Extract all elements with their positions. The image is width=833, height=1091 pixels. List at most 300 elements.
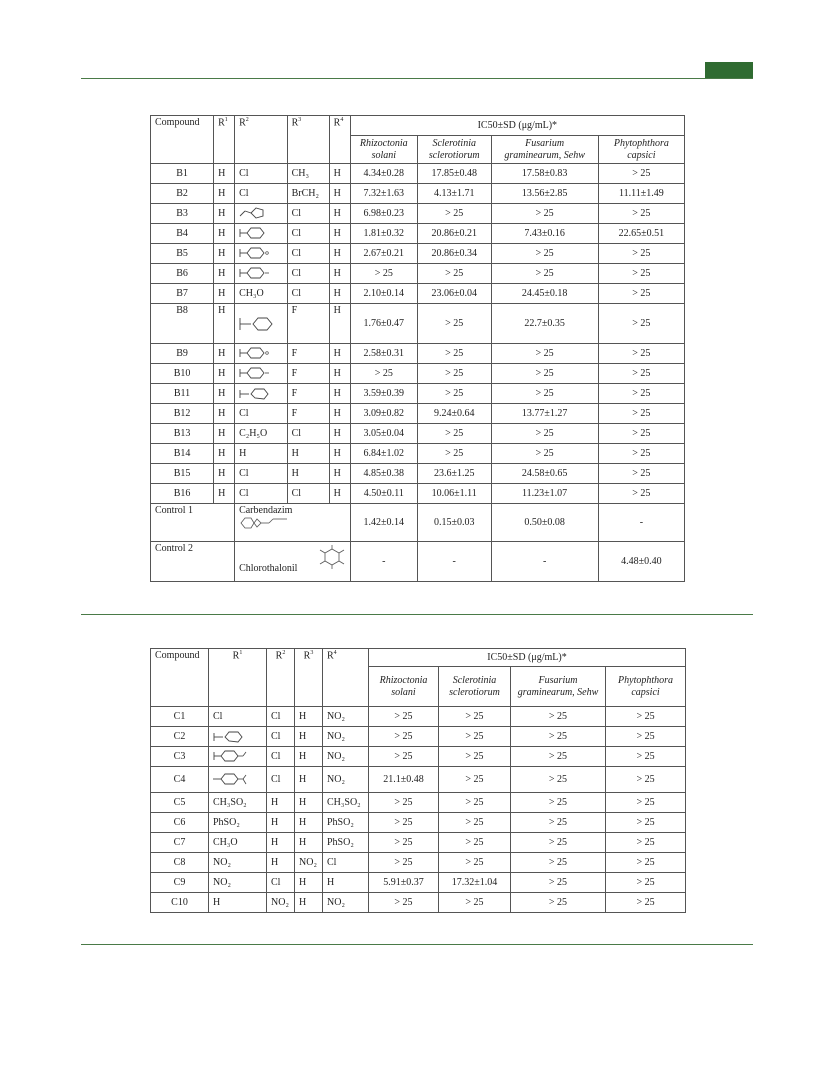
- compound-id: B9: [151, 344, 214, 364]
- cell-r2: [235, 244, 288, 264]
- cell-value: 1.76±0.47: [350, 304, 417, 344]
- cell-value: > 25: [598, 264, 684, 284]
- cell-value: > 25: [439, 707, 511, 727]
- cell-r2: H: [267, 813, 295, 833]
- cell-r3: H: [287, 444, 329, 464]
- cell-r1: CH₃SO₂: [209, 793, 267, 813]
- cell-r3: Cl: [287, 484, 329, 504]
- substituent-structure-icon: [239, 367, 279, 381]
- cell-value: > 25: [417, 424, 491, 444]
- compound-id: B16: [151, 484, 214, 504]
- compound-id: B14: [151, 444, 214, 464]
- cell-r2: [235, 264, 288, 284]
- cell-r1: H: [214, 384, 235, 404]
- compound-id: B1: [151, 164, 214, 184]
- compound-id: C2: [151, 727, 209, 747]
- header-r2: $R^2$: [267, 649, 295, 707]
- control-label: Control 2: [151, 542, 235, 582]
- cell-value: 1.81±0.32: [350, 224, 417, 244]
- compound-id: B11: [151, 384, 214, 404]
- cell-r1: Cl: [209, 707, 267, 727]
- control-label: Control 1: [151, 504, 235, 542]
- cell-r1: H: [214, 164, 235, 184]
- cell-value: > 25: [598, 424, 684, 444]
- header-r3: $R^3$: [287, 116, 329, 164]
- cell-value: > 25: [369, 833, 439, 853]
- cell-value: > 25: [439, 833, 511, 853]
- cell-r1: H: [214, 244, 235, 264]
- cell-value: > 25: [606, 873, 686, 893]
- cell-r3: Cl: [287, 224, 329, 244]
- table-row: [151, 384, 685, 404]
- cell-r1: CH₃O: [209, 833, 267, 853]
- cell-r2: Cl: [235, 464, 288, 484]
- header-ic50: IC50±SD (μg/mL)*: [369, 649, 686, 667]
- cell-value: 0.15±0.03: [417, 504, 491, 542]
- compound-id: B13: [151, 424, 214, 444]
- table-row: [151, 284, 685, 304]
- cell-r3: Cl: [287, 244, 329, 264]
- cell-value: > 25: [511, 853, 606, 873]
- cell-value: 0.50±0.08: [491, 504, 598, 542]
- cell-value: > 25: [606, 747, 686, 767]
- cell-r4: PhSO₂: [323, 833, 369, 853]
- cell-r4: PhSO₂: [323, 813, 369, 833]
- cell-value: 1.42±0.14: [350, 504, 417, 542]
- cell-value: 20.86±0.21: [417, 224, 491, 244]
- cell-value: > 25: [606, 833, 686, 853]
- cell-value: > 25: [417, 204, 491, 224]
- cell-r2: [235, 344, 288, 364]
- cell-value: > 25: [491, 344, 598, 364]
- cell-r3: H: [295, 727, 323, 747]
- cell-r4: H: [329, 284, 350, 304]
- cell-r2: Cl: [267, 747, 295, 767]
- cell-r3: Cl: [287, 204, 329, 224]
- footer-rule: [81, 944, 753, 945]
- cell-r1: [209, 727, 267, 747]
- cell-value: 6.98±0.23: [350, 204, 417, 224]
- substituent-structure-icon: [213, 773, 253, 787]
- cell-value: 10.06±1.11: [417, 484, 491, 504]
- cell-r4: H: [329, 204, 350, 224]
- cell-value: > 25: [511, 833, 606, 853]
- table-row: [151, 813, 686, 833]
- cell-value: > 25: [606, 727, 686, 747]
- cell-r3: H: [287, 464, 329, 484]
- cell-r1: H: [214, 224, 235, 244]
- cell-value: > 25: [598, 344, 684, 364]
- cell-r1: H: [214, 344, 235, 364]
- cell-value: > 25: [491, 384, 598, 404]
- cell-value: 2.58±0.31: [350, 344, 417, 364]
- table-row: [151, 444, 685, 464]
- cell-r4: H: [329, 384, 350, 404]
- table-row: [151, 344, 685, 364]
- compound-id: B2: [151, 184, 214, 204]
- cell-value: 2.67±0.21: [350, 244, 417, 264]
- cell-r3: H: [295, 793, 323, 813]
- table-row: [151, 464, 685, 484]
- table-row: [151, 484, 685, 504]
- cell-r2: Cl: [267, 767, 295, 793]
- cell-value: > 25: [369, 727, 439, 747]
- cell-value: > 25: [606, 893, 686, 913]
- cell-value: > 25: [598, 384, 684, 404]
- compound-id: B7: [151, 284, 214, 304]
- cell-r1: H: [214, 444, 235, 464]
- table-row-control1: [151, 504, 685, 542]
- cell-r4: CH₃SO₂: [323, 793, 369, 813]
- cell-value: > 25: [491, 264, 598, 284]
- cell-value: 23.6±1.25: [417, 464, 491, 484]
- cell-value: > 25: [511, 873, 606, 893]
- cell-r4: H: [329, 464, 350, 484]
- cell-value: > 25: [369, 793, 439, 813]
- cell-value: 4.34±0.28: [350, 164, 417, 184]
- header-r1: $R^1$: [214, 116, 235, 164]
- cell-r2: [235, 364, 288, 384]
- cell-value: 7.43±0.16: [491, 224, 598, 244]
- header-r4: $R^4$: [329, 116, 350, 164]
- cell-r4: NO₂: [323, 767, 369, 793]
- cell-value: 7.32±1.63: [350, 184, 417, 204]
- cell-value: > 25: [439, 727, 511, 747]
- table-row: [151, 224, 685, 244]
- cell-r1: [209, 747, 267, 767]
- cell-value: 22.65±0.51: [598, 224, 684, 244]
- cell-r1: H: [214, 204, 235, 224]
- header-rule: [81, 78, 753, 79]
- cell-r2: Cl: [267, 873, 295, 893]
- header-rhizoctonia: Rhizoctonia solani: [350, 136, 417, 164]
- cell-value: > 25: [491, 244, 598, 264]
- cell-r3: NO₂: [295, 853, 323, 873]
- cell-r2: [235, 384, 288, 404]
- cell-value: 3.05±0.04: [350, 424, 417, 444]
- table-row: [151, 727, 686, 747]
- cell-r3: H: [295, 873, 323, 893]
- table-row: [151, 893, 686, 913]
- cell-r4: NO₂: [323, 747, 369, 767]
- header-ic50: IC50±SD (μg/mL)*: [350, 116, 684, 136]
- cell-r4: H: [329, 444, 350, 464]
- compound-id: C8: [151, 853, 209, 873]
- cell-value: > 25: [491, 364, 598, 384]
- cell-value: > 25: [511, 747, 606, 767]
- header-fusarium: Fusarium graminearum, Sehw: [491, 136, 598, 164]
- cell-r4: Cl: [323, 853, 369, 873]
- cell-value: > 25: [598, 204, 684, 224]
- cell-value: 21.1±0.48: [369, 767, 439, 793]
- header-r3: $R^3$: [295, 649, 323, 707]
- cell-value: 11.23±1.07: [491, 484, 598, 504]
- cell-r3: H: [295, 813, 323, 833]
- compound-id: B12: [151, 404, 214, 424]
- table-row: [151, 184, 685, 204]
- cell-value: > 25: [369, 707, 439, 727]
- cell-value: 24.58±0.65: [491, 464, 598, 484]
- cell-value: 24.45±0.18: [491, 284, 598, 304]
- substituent-structure-icon: [239, 347, 279, 361]
- header-r4: $R^4$: [323, 649, 369, 707]
- cell-value: > 25: [598, 164, 684, 184]
- compound-id: B3: [151, 204, 214, 224]
- cell-r3: H: [295, 767, 323, 793]
- cell-value: > 25: [417, 364, 491, 384]
- table-row: [151, 767, 686, 793]
- section-rule: [81, 614, 753, 615]
- cell-value: > 25: [417, 444, 491, 464]
- carbendazim-structure: [239, 516, 289, 530]
- header-phytophthora: Phytophthora capsici: [606, 667, 686, 707]
- compound-id: B5: [151, 244, 214, 264]
- cell-r4: H: [329, 484, 350, 504]
- cell-r2: Cl: [235, 404, 288, 424]
- cell-r3: F: [287, 344, 329, 364]
- substituent-structure-icon: [213, 750, 253, 764]
- header-tab: [705, 62, 753, 78]
- table-row: [151, 833, 686, 853]
- cell-value: 9.24±0.64: [417, 404, 491, 424]
- cell-value: > 25: [369, 747, 439, 767]
- cell-value: > 25: [598, 284, 684, 304]
- cell-value: 6.84±1.02: [350, 444, 417, 464]
- cell-r4: H: [329, 364, 350, 384]
- cell-value: > 25: [350, 364, 417, 384]
- cell-value: 4.85±0.38: [350, 464, 417, 484]
- cell-r3: Cl: [287, 284, 329, 304]
- cell-value: > 25: [417, 344, 491, 364]
- cell-value: > 25: [511, 793, 606, 813]
- cell-r1: [209, 767, 267, 793]
- table-row: [151, 793, 686, 813]
- cell-r2: H: [235, 444, 288, 464]
- header-compound: Compound: [151, 649, 209, 707]
- cell-r2: Cl: [235, 484, 288, 504]
- header-sclerotinia: Sclerotinia sclerotiorum: [417, 136, 491, 164]
- cell-r4: H: [329, 184, 350, 204]
- table-row: [151, 244, 685, 264]
- cell-r1: H: [214, 264, 235, 284]
- cell-r4: NO₂: [323, 707, 369, 727]
- compound-id: B10: [151, 364, 214, 384]
- cell-value: > 25: [439, 893, 511, 913]
- cell-value: > 25: [439, 853, 511, 873]
- cell-value: 11.11±1.49: [598, 184, 684, 204]
- cell-r2: CH₃O: [235, 284, 288, 304]
- cell-value: > 25: [369, 893, 439, 913]
- cell-r4: H: [329, 424, 350, 444]
- cell-r3: H: [295, 893, 323, 913]
- cell-value: 4.48±0.40: [598, 542, 684, 582]
- cell-value: 3.59±0.39: [350, 384, 417, 404]
- control-compound: Carbendazim: [235, 504, 351, 542]
- cell-value: > 25: [491, 444, 598, 464]
- substituent-structure-icon: [239, 267, 279, 281]
- substituent-structure-icon: [239, 207, 279, 221]
- control-compound: Chlorothalonil: [235, 542, 351, 582]
- cell-r2: NO₂: [267, 893, 295, 913]
- compound-id: B15: [151, 464, 214, 484]
- cell-r4: H: [329, 404, 350, 424]
- cell-r4: H: [323, 873, 369, 893]
- cell-value: 3.09±0.82: [350, 404, 417, 424]
- cell-r3: F: [287, 364, 329, 384]
- cell-value: > 25: [606, 853, 686, 873]
- cell-value: 17.32±1.04: [439, 873, 511, 893]
- cell-value: > 25: [439, 767, 511, 793]
- cell-value: 17.85±0.48: [417, 164, 491, 184]
- cell-r4: H: [329, 164, 350, 184]
- cell-r4: H: [329, 244, 350, 264]
- compound-id: C7: [151, 833, 209, 853]
- cell-r4: H: [329, 344, 350, 364]
- cell-value: > 25: [350, 264, 417, 284]
- cell-r3: Cl: [287, 264, 329, 284]
- cell-r4: H: [329, 264, 350, 284]
- substituent-structure-icon: [239, 247, 279, 261]
- header-fusarium: Fusarium graminearum, Sehw: [511, 667, 606, 707]
- cell-value: > 25: [511, 893, 606, 913]
- cell-r2: [235, 224, 288, 244]
- cell-value: -: [491, 542, 598, 582]
- cell-r1: NO₂: [209, 853, 267, 873]
- cell-r3: BrCH₂: [287, 184, 329, 204]
- cell-r3: F: [287, 384, 329, 404]
- cell-r2: [235, 304, 288, 344]
- cell-value: > 25: [598, 464, 684, 484]
- cell-r3: H: [295, 747, 323, 767]
- cell-r2: Cl: [235, 164, 288, 184]
- cell-value: > 25: [606, 793, 686, 813]
- substituent-structure-icon: [239, 316, 279, 332]
- table-row: [151, 707, 686, 727]
- compound-id: C10: [151, 893, 209, 913]
- compound-id: B8: [151, 304, 214, 344]
- header-r2: $R^2$: [235, 116, 288, 164]
- cell-r4: NO₂: [323, 893, 369, 913]
- cell-r3: H: [295, 707, 323, 727]
- table-row: [151, 424, 685, 444]
- cell-value: > 25: [606, 767, 686, 793]
- table-row: [151, 404, 685, 424]
- cell-value: > 25: [598, 304, 684, 344]
- compound-id: C6: [151, 813, 209, 833]
- cell-value: > 25: [598, 444, 684, 464]
- compound-id: C5: [151, 793, 209, 813]
- cell-value: -: [417, 542, 491, 582]
- cell-value: > 25: [598, 404, 684, 424]
- cell-value: > 25: [511, 813, 606, 833]
- cell-value: > 25: [606, 707, 686, 727]
- compound-id: C4: [151, 767, 209, 793]
- cell-r3: CH₃: [287, 164, 329, 184]
- cell-r2: C₂H₅O: [235, 424, 288, 444]
- cell-value: > 25: [598, 364, 684, 384]
- table-c-series: [150, 648, 686, 913]
- cell-r2: Cl: [235, 184, 288, 204]
- cell-value: 17.58±0.83: [491, 164, 598, 184]
- cell-r1: H: [214, 424, 235, 444]
- cell-value: 22.7±0.35: [491, 304, 598, 344]
- compound-id: C3: [151, 747, 209, 767]
- cell-r2: H: [267, 853, 295, 873]
- cell-value: > 25: [417, 304, 491, 344]
- cell-r1: H: [209, 893, 267, 913]
- substituent-structure-icon: [213, 730, 253, 744]
- cell-r2: H: [267, 833, 295, 853]
- cell-value: > 25: [369, 853, 439, 873]
- cell-r3: F: [287, 304, 329, 344]
- cell-value: 4.13±1.71: [417, 184, 491, 204]
- cell-value: 5.91±0.37: [369, 873, 439, 893]
- cell-value: > 25: [439, 747, 511, 767]
- cell-value: > 25: [511, 767, 606, 793]
- table-row: [151, 204, 685, 224]
- cell-value: > 25: [417, 264, 491, 284]
- cell-value: > 25: [491, 424, 598, 444]
- compound-id: B4: [151, 224, 214, 244]
- cell-r1: NO₂: [209, 873, 267, 893]
- cell-value: > 25: [598, 244, 684, 264]
- cell-value: > 25: [511, 707, 606, 727]
- cell-value: -: [598, 504, 684, 542]
- cell-r1: H: [214, 364, 235, 384]
- header-phytophthora: Phytophthora capsici: [598, 136, 684, 164]
- cell-value: > 25: [598, 484, 684, 504]
- table-row: [151, 264, 685, 284]
- cell-r2: [235, 204, 288, 224]
- cell-r1: H: [214, 484, 235, 504]
- cell-r3: Cl: [287, 424, 329, 444]
- cell-r2: H: [267, 793, 295, 813]
- cell-r1: H: [214, 464, 235, 484]
- substituent-structure-icon: [239, 387, 279, 401]
- cell-value: 13.77±1.27: [491, 404, 598, 424]
- cell-r2: Cl: [267, 707, 295, 727]
- cell-value: > 25: [511, 727, 606, 747]
- table-row: [151, 747, 686, 767]
- cell-value: 20.86±0.34: [417, 244, 491, 264]
- compound-id: B6: [151, 264, 214, 284]
- cell-value: 13.56±2.85: [491, 184, 598, 204]
- cell-r3: H: [295, 833, 323, 853]
- cell-r4: H: [329, 224, 350, 244]
- cell-r3: F: [287, 404, 329, 424]
- cell-value: > 25: [439, 793, 511, 813]
- table-row-control2: [151, 542, 685, 582]
- cell-r1: H: [214, 404, 235, 424]
- cell-r4: H: [329, 304, 350, 344]
- chlorothalonil-structure: [317, 544, 347, 570]
- table-row: [151, 164, 685, 184]
- substituent-structure-icon: [239, 227, 279, 241]
- table-b-series: [150, 115, 685, 582]
- cell-r1: H: [214, 284, 235, 304]
- cell-r1: H: [214, 184, 235, 204]
- compound-id: C9: [151, 873, 209, 893]
- cell-r2: Cl: [267, 727, 295, 747]
- cell-value: > 25: [417, 384, 491, 404]
- table-row: [151, 873, 686, 893]
- cell-value: -: [350, 542, 417, 582]
- compound-id: C1: [151, 707, 209, 727]
- table-row: [151, 853, 686, 873]
- cell-value: > 25: [491, 204, 598, 224]
- header-compound: Compound: [151, 116, 214, 164]
- header-r1: $R^1$: [209, 649, 267, 707]
